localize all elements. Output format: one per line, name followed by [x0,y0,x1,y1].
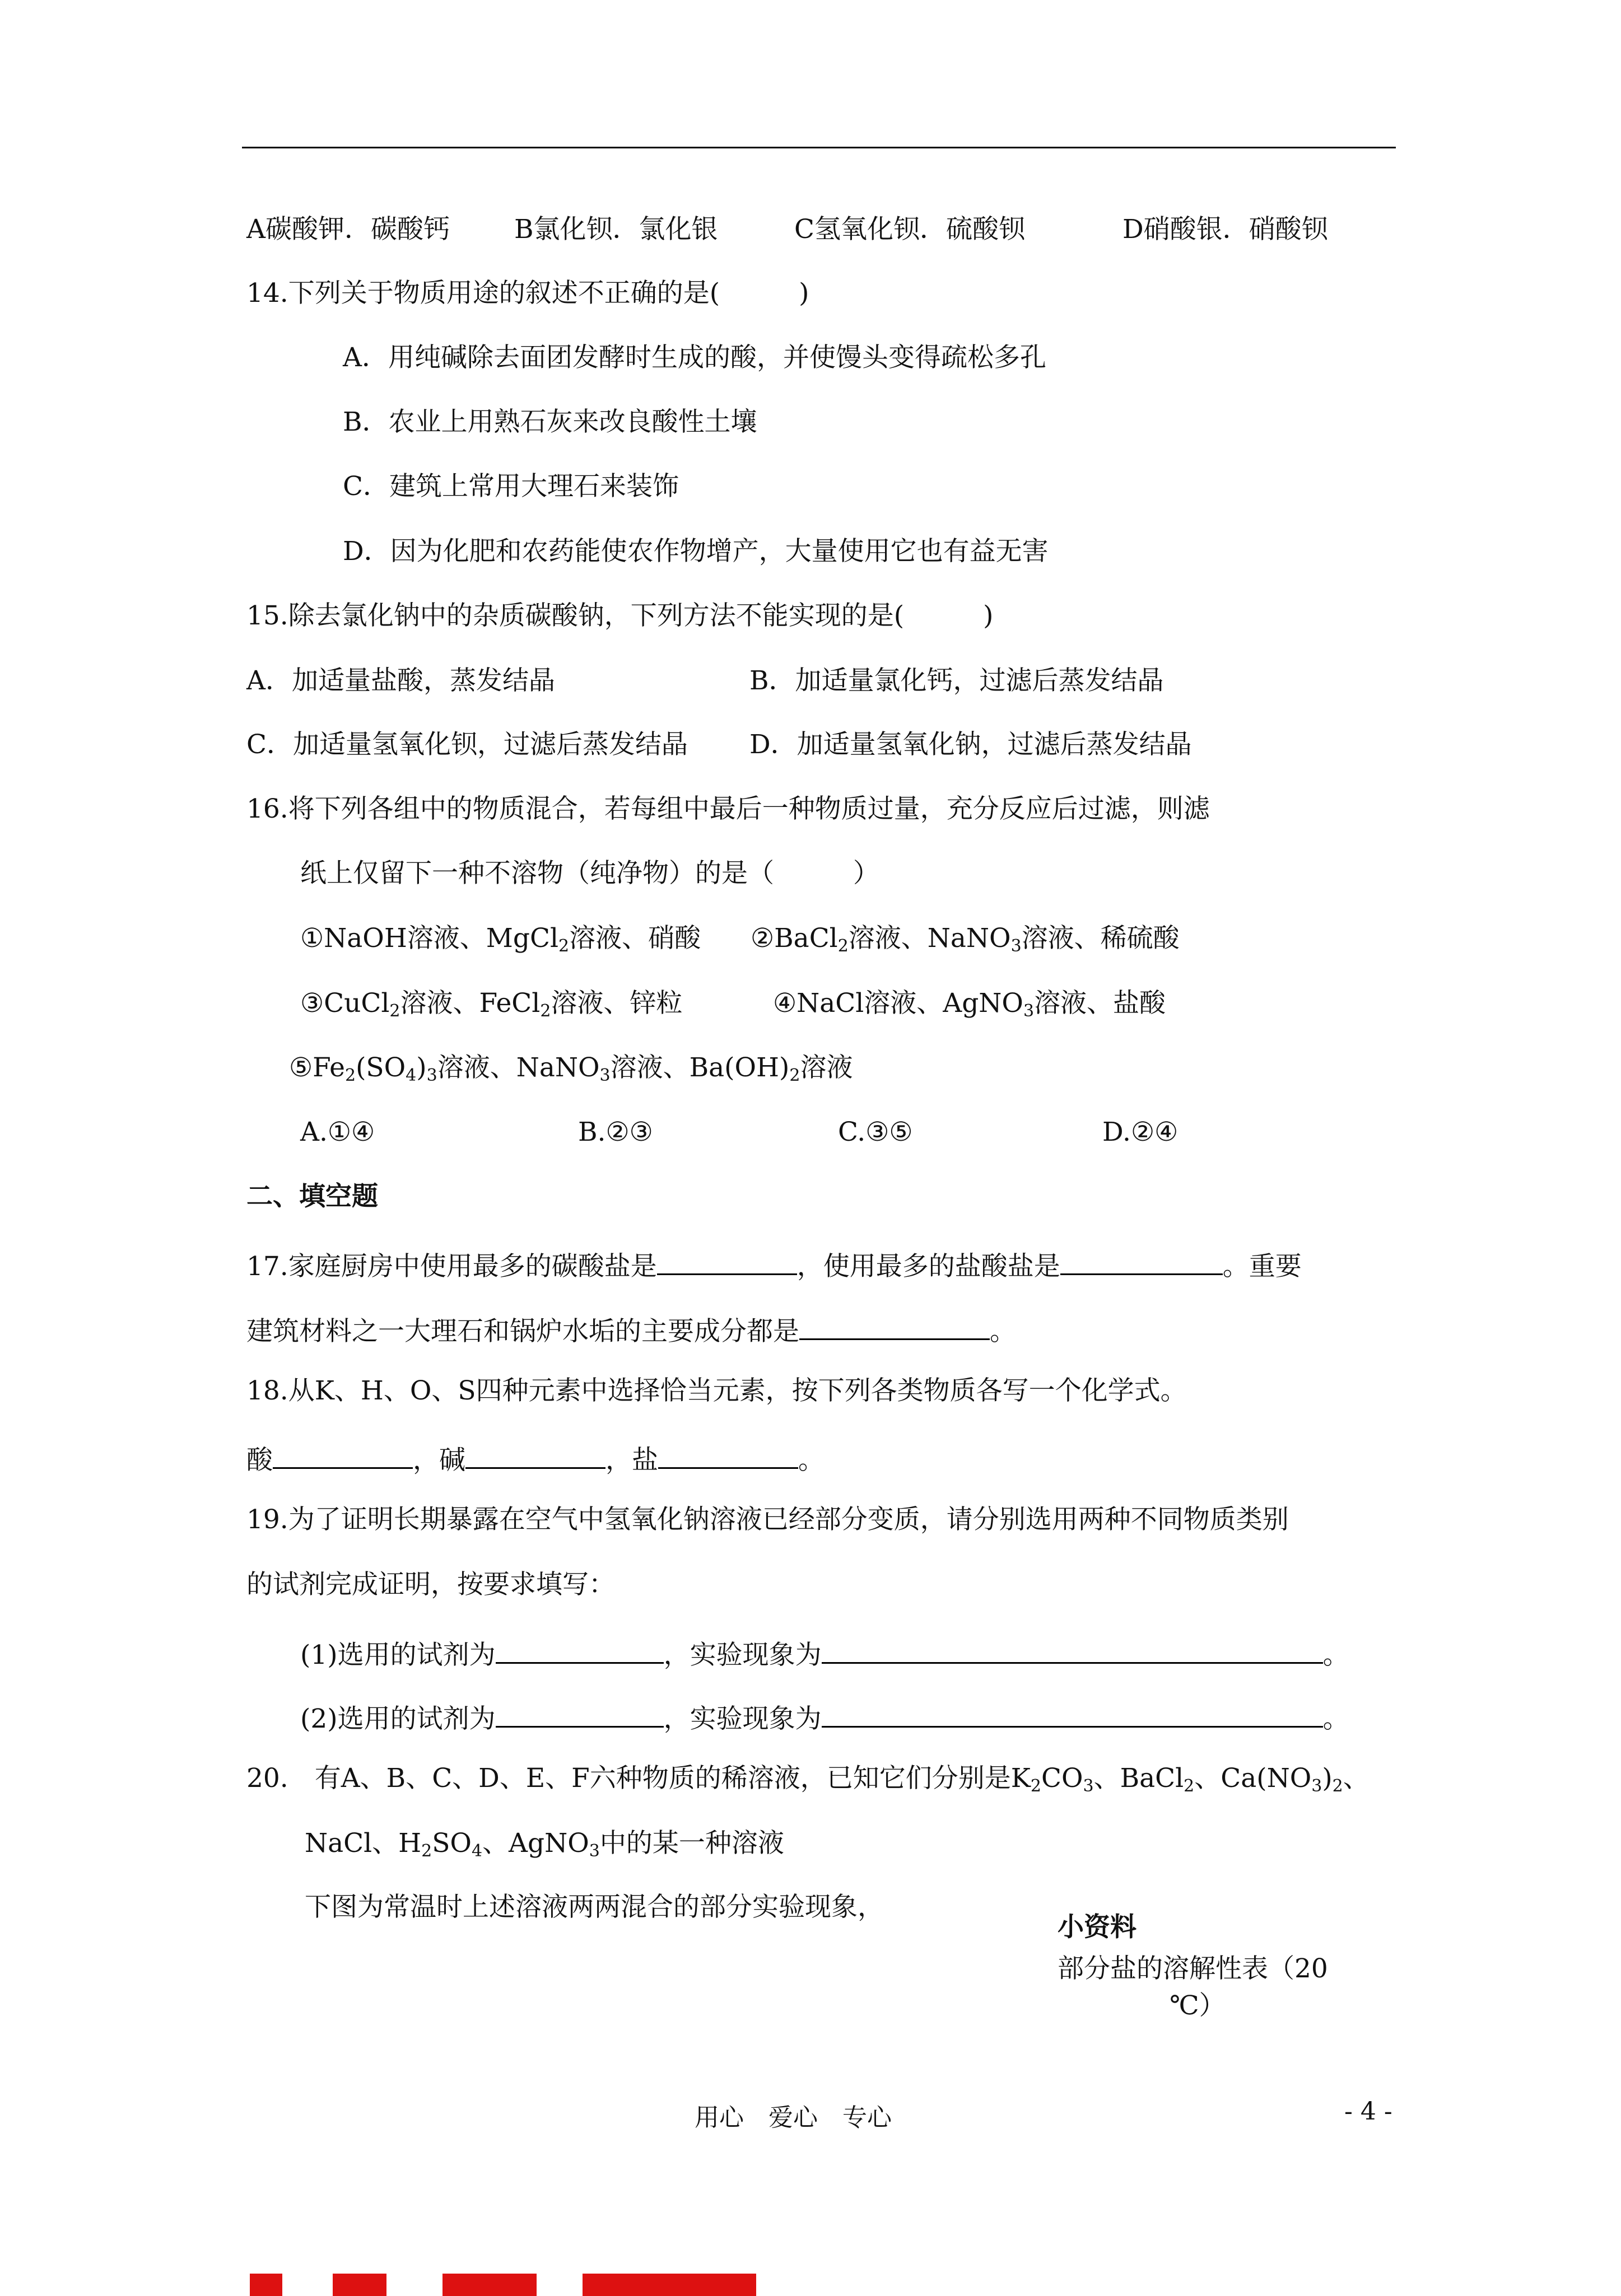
q16-option-a: A.①④ [300,1117,375,1147]
q16-item-5: $⑤Fe_2(SO_4)_3$溶液、NaNO$_3$溶液、$Ba(OH)_2$溶液 [289,1052,853,1085]
q14-option-a: A．用纯碱除去面团发酵时生成的酸，并使馒头变得疏松多孔 [343,342,1046,373]
q15-stem: 15.除去氯化钠中的杂质碳酸钠，下列方法不能实现的是( ) [246,600,994,631]
q16-item-4: ④NaCl溶液、AgNO$_3$溶液、盐酸 [773,988,1166,1021]
footer-motto: 用心 爱心 专心 [695,2103,892,2132]
q16-item-3: ③CuCl$_2$溶液、FeCl$_2$溶液、锌粒 [300,988,683,1021]
red-mark-fragment [333,2274,386,2296]
q19-blank-phenomenon-2[interactable] [822,1697,1323,1728]
q14-option-c: C．建筑上常用大理石来装饰 [343,471,679,502]
q16-option-c: C.③⑤ [838,1117,913,1147]
q13-option-c: C氢氧化钡．硫酸钡 [794,214,1025,245]
q14-option-b: B．农业上用熟石灰来改良酸性土壤 [343,407,757,437]
q18-answers: 酸 ，碱 ，盐 。 [246,1438,825,1477]
q17-blank-main-component[interactable] [799,1309,990,1340]
q17-line2: 建筑材料之一大理石和锅炉水垢的主要成分都是 。 [246,1309,1016,1348]
q19-blank-reagent-2[interactable] [496,1697,664,1728]
q14-stem: 14.下列关于物质用途的叙述不正确的是( ) [246,278,809,309]
q16-item-1: ①NaOH溶液、MgCl$_2$溶液、硝酸 [300,923,701,956]
q18-stem: 18.从K、H、O、S四种元素中选择恰当元素，按下列各类物质各写一个化学式。 [246,1375,1187,1406]
q19-stem-line1: 19.为了证明长期暴露在空气中氢氧化钠溶液已经部分变质，请分别选用两种不同物质类别 [246,1504,1289,1535]
q19-part1: (1)选用的试剂为 ，实验现象为 。 [300,1633,1349,1672]
q16-option-b: B.②③ [578,1117,653,1147]
q13-option-b: B氯化钡．氯化银 [514,214,718,245]
q20-stem-line3: 下图为常温时上述溶液两两混合的部分实验现象， [305,1892,884,1922]
q19-part2: (2)选用的试剂为 ，实验现象为 。 [300,1697,1349,1736]
q18-blank-acid[interactable] [273,1438,413,1469]
q17-line1: 17.家庭厨房中使用最多的碳酸盐是 ，使用最多的盐酸盐是 。重要 [246,1244,1302,1284]
q14-option-d: D．因为化肥和农药能使农作物增产，大量使用它也有益无害 [343,536,1049,567]
q13-option-a: A碳酸钾．碳酸钙 [246,214,450,245]
q20-stem-line2: NaCl、$H_2SO_4$、AgNO$_3$中的某一种溶液 [305,1828,784,1861]
red-mark-fragment [250,2274,282,2296]
header-rule [242,147,1396,148]
q15-option-d: D．加适量氢氧化钠，过滤后蒸发结晶 [749,729,1192,760]
q13-option-d: D硝酸银．硝酸钡 [1122,214,1328,245]
q16-option-d: D.②④ [1102,1117,1179,1147]
q17-blank-carbonate[interactable] [657,1244,797,1275]
q19-blank-reagent-1[interactable] [496,1633,664,1664]
q18-blank-salt[interactable] [658,1438,798,1469]
q16-stem-line1: 16.将下列各组中的物质混合，若每组中最后一种物质过量，充分反应后过滤，则滤 [246,794,1210,824]
red-mark-fragment [442,2274,537,2296]
q15-option-a: A．加适量盐酸，蒸发结晶 [246,665,555,696]
q19-blank-phenomenon-1[interactable] [822,1633,1323,1664]
q20-stem-line1: 20. 有A、B、C、D、E、F六种物质的稀溶液，已知它们分别是$K_2CO_3$、BaCl$_2$、$Ca(NO_3)_2$、 [246,1763,1370,1796]
section-title-fill-in: 二、填空题 [246,1181,378,1212]
q15-option-b: B．加适量氯化钙，过滤后蒸发结晶 [749,665,1164,696]
red-mark-fragment [583,2274,756,2296]
sidebox-line2-clipped: ℃） [1170,1990,1226,2021]
q19-stem-line2: 的试剂完成证明，按要求填写： [246,1569,615,1600]
q18-blank-base[interactable] [465,1438,605,1469]
q17-blank-chloride[interactable] [1060,1244,1223,1275]
q16-stem-line2: 纸上仅留下一种不溶物（纯净物）的是（ ） [300,858,879,889]
page-number: - 4 - [1344,2097,1392,2126]
sidebox-title: 小资料 [1058,1912,1136,1943]
sidebox-line1: 部分盐的溶解性表（20 [1058,1953,1328,1984]
q16-item-2: ②BaCl$_2$溶液、NaNO$_3$溶液、稀硫酸 [751,923,1180,956]
q15-option-c: C．加适量氢氧化钡，过滤后蒸发结晶 [246,729,688,760]
